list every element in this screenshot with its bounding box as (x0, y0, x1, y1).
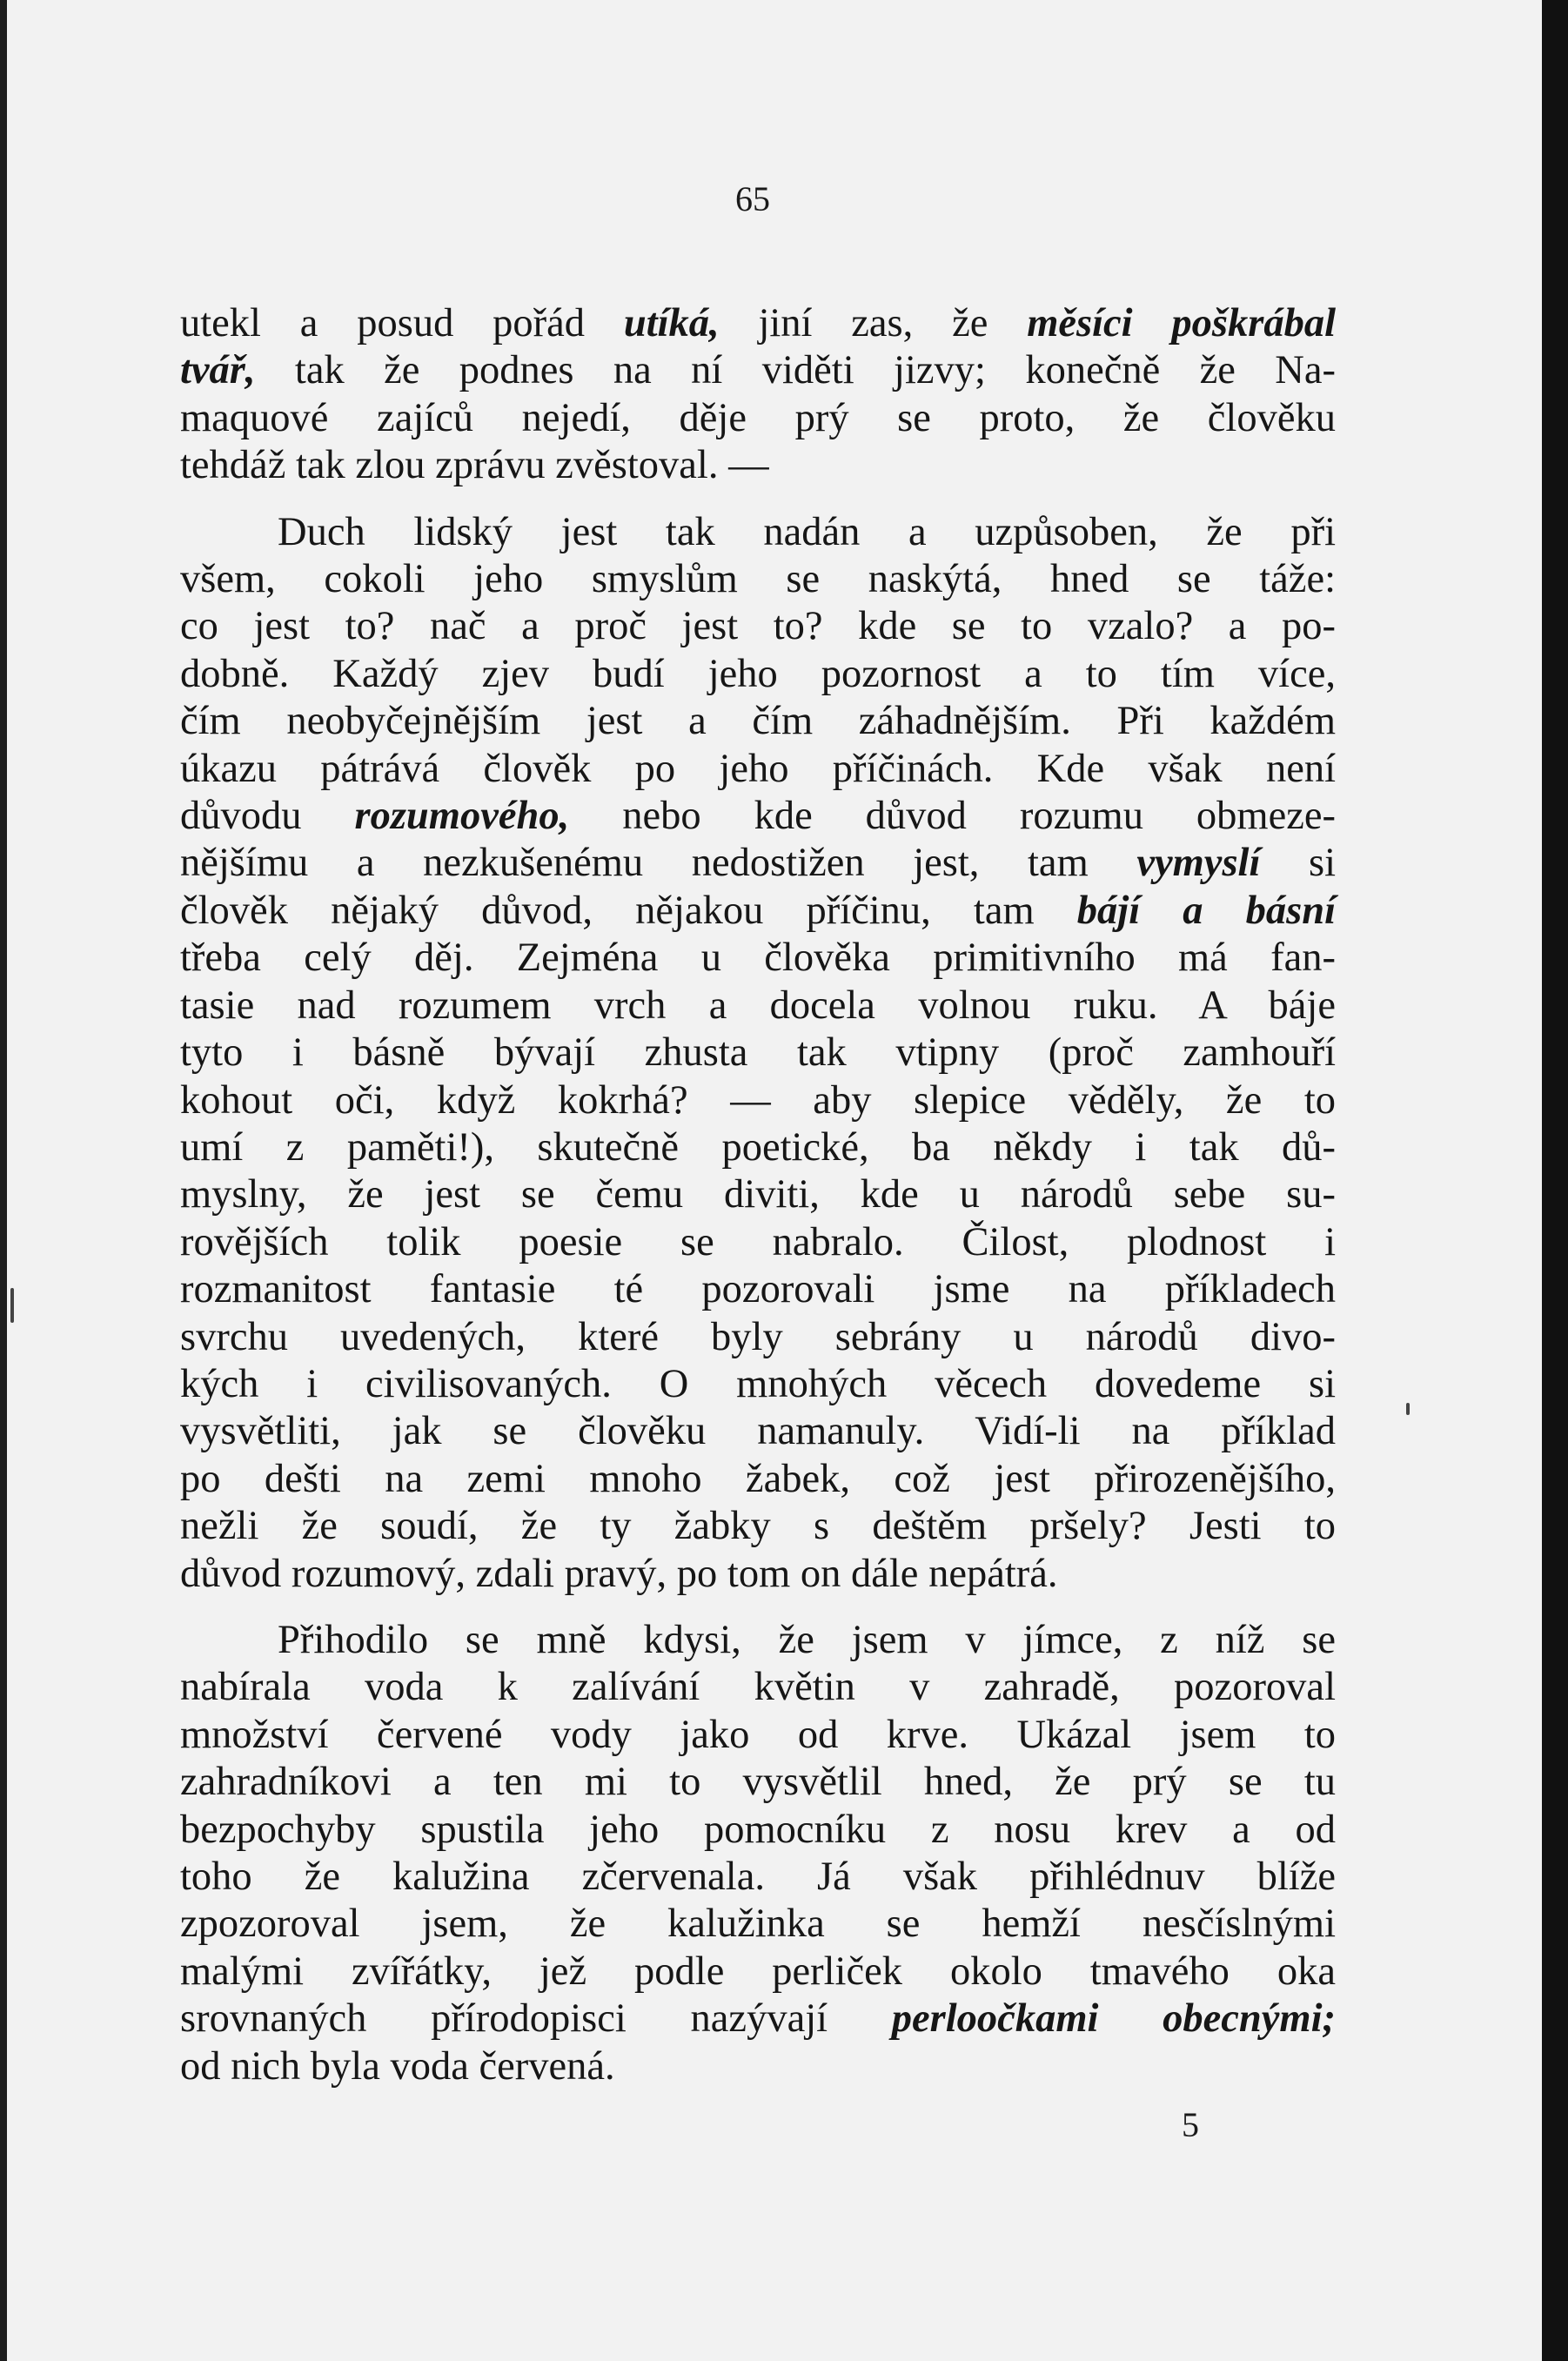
text-run: srovnaných přírodopisci nazývají (180, 1996, 892, 2042)
body-text (180, 300, 1336, 2090)
text-run: nabírala voda k zalívání květin v zahradě, pozoroval (180, 1665, 1336, 1710)
text-run: svrchu uvedených, které byly sebrány u národů divo- (180, 1314, 1336, 1359)
page-number: 65 (735, 179, 770, 218)
text-run: si (1260, 841, 1337, 886)
emphasized-text: utíká, (623, 301, 720, 345)
text-run: čím neobyčejnějším jest a čím záhadnějším. Při každém (180, 699, 1336, 744)
text-line (180, 1171, 1336, 1218)
text-line (180, 1854, 1336, 1901)
text-run: důvodu (180, 794, 355, 839)
text-line (180, 1219, 1336, 1266)
emphasized-text: měsíci poškrábal (1027, 301, 1336, 345)
scan-left-edge (0, 0, 7, 2361)
text-line (180, 1077, 1336, 1124)
text-run: tak že podnes na ní viděti jizvy; konečně že Na- (255, 348, 1336, 393)
text-run: myslny, že jest se čemu diviti, kde u národů sebe su- (180, 1172, 1336, 1217)
text-line (180, 1408, 1336, 1455)
text-run: bezpochyby spustila jeho pomocníku z nosu krev a od (180, 1807, 1336, 1852)
text-line (180, 1124, 1336, 1171)
text-run: množství červené vody jako od krve. Ukázal jsem to (180, 1712, 1336, 1757)
text-run: důvod rozumový, zdali pravý, po tom on dále nepátrá. (180, 1551, 1058, 1596)
text-line (180, 793, 1336, 840)
text-run: malými zvířátky, jež podle perliček okolo tmavého oka (180, 1948, 1336, 1994)
text-run: co jest to? nač a proč jest to? kde se to vzalo? a po- (180, 604, 1336, 649)
text-line (180, 509, 1336, 556)
text-line (180, 556, 1336, 603)
text-run: od nich byla voda červená. (180, 2043, 615, 2089)
text-run: dobně. Každý zjev budí jeho pozornost a to tím více, (180, 651, 1336, 696)
text-run: tyto i básně bývají zhusta tak vtipny (proč zamhouří (180, 1030, 1336, 1076)
text-line (180, 347, 1336, 394)
scan-right-edge (1542, 0, 1568, 2361)
text-line (180, 1995, 1336, 2042)
text-line (180, 300, 1336, 347)
text-run: rozmanitost fantasie té pozorovali jsme na příkladech (180, 1267, 1336, 1312)
text-line (180, 651, 1336, 698)
text-run: nebo kde důvod rozumu obmeze- (569, 794, 1336, 839)
emphasized-text: rozumového, (354, 794, 570, 839)
text-run: člověk nějaký důvod, nějakou příčinu, tam (180, 888, 1077, 933)
text-line (180, 1664, 1336, 1711)
text-run: tehdáž tak zlou zprávu zvěstoval. — (180, 443, 769, 488)
text-line (180, 1551, 1336, 1598)
text-run: vysvětliti, jak se člověku namanuly. Vidí-li na příklad (180, 1409, 1336, 1454)
text-run: nějšímu a nezkušenému nedostižen jest, tam (180, 841, 1137, 886)
text-run: utekl a posud pořád (180, 301, 624, 345)
text-run: Duch lidský jest tak nadán a uzpůsoben, že při (278, 509, 1336, 554)
text-run: po dešti na zemi mnoho žabek, což jest přirozenějšího, (180, 1456, 1336, 1501)
text-run: zahradníkovi a ten mi to vysvětlil hned, že prý se tu (180, 1760, 1336, 1805)
text-run: kých i civilisovaných. O mnohých věcech dovedeme si (180, 1361, 1336, 1406)
text-line (180, 1361, 1336, 1408)
text-line (180, 442, 1336, 489)
text-line (180, 888, 1336, 935)
text-line (180, 603, 1336, 650)
text-line (180, 395, 1336, 442)
emphasized-text: bájí a básní (1076, 888, 1336, 933)
text-run: umí z paměti!), skutečně poetické, ba někdy i tak dů- (180, 1124, 1336, 1170)
text-line (180, 1617, 1336, 1664)
text-line (180, 746, 1336, 793)
text-run: rovějších tolik poesie se nabralo. Čilost, plodnost i (180, 1219, 1336, 1264)
text-line (180, 935, 1336, 982)
text-line (180, 2043, 1336, 2090)
text-run: tasie nad rozumem vrch a docela volnou ruku. A báje (180, 983, 1336, 1028)
signature-mark: 5 (1182, 2105, 1199, 2144)
scan-speck (10, 1288, 14, 1323)
text-run: toho že kalužina zčervenala. Já však přihlédnuv blíže (180, 1855, 1336, 1899)
text-line (180, 1759, 1336, 1806)
text-line (180, 1503, 1336, 1550)
text-line (180, 1712, 1336, 1759)
emphasized-text: perloočkami obecnými; (891, 1996, 1336, 2042)
text-line (180, 1314, 1336, 1361)
text-run: Přihodilo se mně kdysi, že jsem v jímce, z níž se (278, 1617, 1336, 1662)
text-line (180, 1807, 1336, 1854)
text-line (180, 1456, 1336, 1503)
emphasized-text: tvář, (180, 348, 256, 393)
text-line (180, 983, 1336, 1030)
text-run: úkazu pátrává člověk po jeho příčinách. Kde však není (180, 746, 1336, 791)
text-line (180, 1948, 1336, 1995)
text-run: maquové zajíců nejedí, děje prý se proto, že člověku (180, 395, 1336, 440)
text-line (180, 1266, 1336, 1313)
text-run: třeba celý děj. Zejména u člověka primitivního má fan- (180, 936, 1336, 981)
text-run: kohout oči, když kokrhá? — aby slepice věděly, že to (180, 1077, 1336, 1123)
text-run: nežli že soudí, že ty žabky s deštěm pršely? Jesti to (180, 1504, 1336, 1549)
text-run: jiní zas, že (719, 301, 1028, 345)
scan-speck (1406, 1403, 1410, 1415)
text-line (180, 1030, 1336, 1077)
emphasized-text: vymyslí (1136, 841, 1261, 886)
text-run: všem, cokoli jeho smyslům se naskýtá, hned se táže: (180, 557, 1336, 602)
text-line (180, 1901, 1336, 1948)
text-run: zpozoroval jsem, že kalužinka se hemží nesčíslnými (180, 1902, 1336, 1947)
text-line (180, 840, 1336, 887)
text-line (180, 698, 1336, 745)
